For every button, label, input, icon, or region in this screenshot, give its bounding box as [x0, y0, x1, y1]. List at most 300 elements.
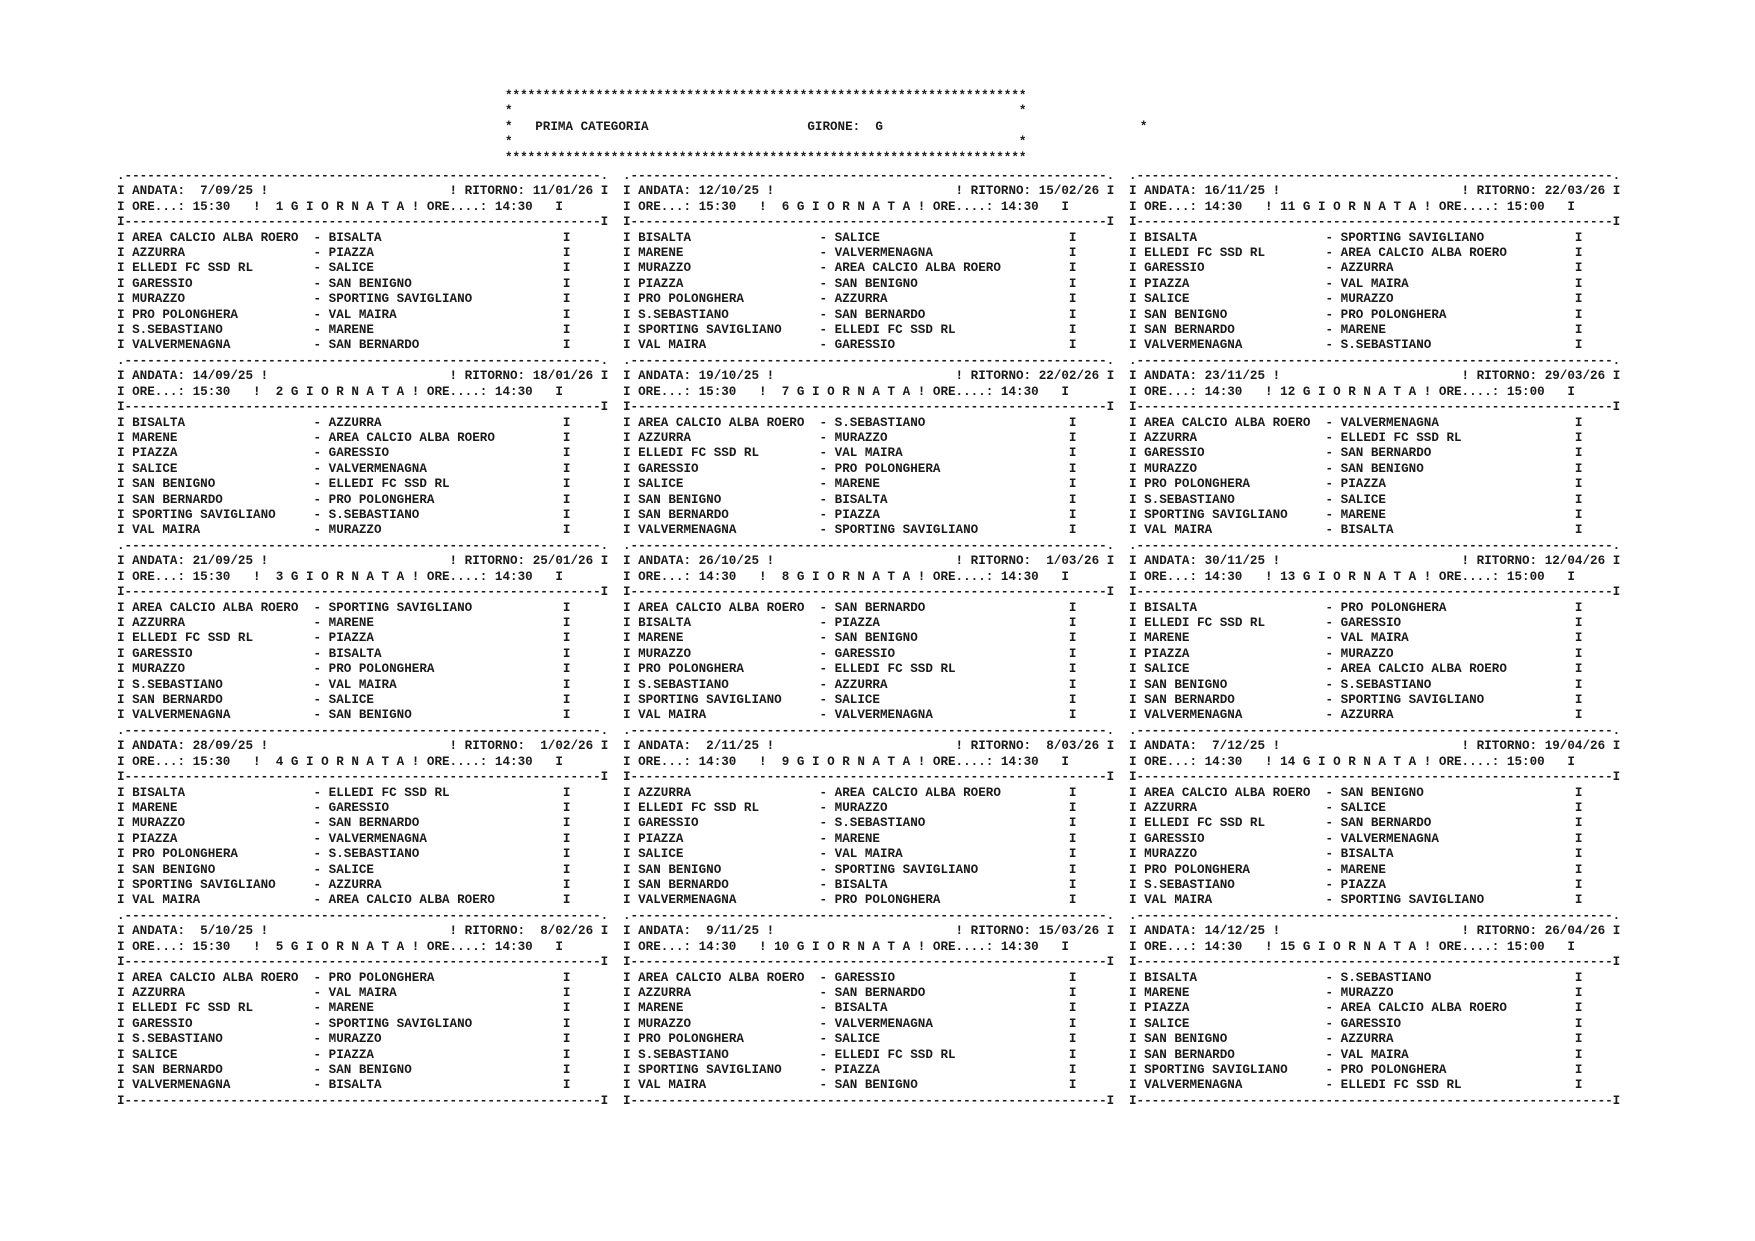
home-team: SAN BERNARDO	[132, 693, 306, 708]
away-team: BISALTA	[328, 646, 526, 661]
andata-date: 19/10/25	[698, 369, 760, 384]
away-team: SALICE	[1340, 801, 1538, 816]
away-team: SAN BENIGNO	[834, 1078, 1032, 1093]
match-row: I BISALTA - PRO POLONGHERA I	[1129, 600, 1583, 615]
away-team: S.SEBASTIANO	[328, 847, 526, 862]
match-row: I PIAZZA - VALVERMENAGNA I	[117, 831, 571, 846]
away-team: AZZURRA	[1340, 708, 1538, 723]
match-row: I S.SEBASTIANO - AZZURRA I	[623, 677, 1077, 692]
home-team: BISALTA	[132, 785, 306, 800]
giornata-block: .---------------------------------------------------------------. I ANDATA: 23/11/25 ! ! RITORNO: 29/03/26 I I ORE...: 14:30 ! 12 G I O R N A T A ! ORE....: 15:00 I I---------------------------------------------------------------I I AREA CALCIO ALBA ROERO - VALVERMENAGNA I I AZZURRA - ELLEDI FC SSD RL I I GARESSIO - SAN BERNARDO I I MURAZZO - SAN BENIGNO I I PRO POLONGHERA - PIAZZA I I S.SEBASTIANO - SALICE I I SPORTING SAVIGLIANO - MARENE I I VAL MAIRA - BISALTA I	[1129, 354, 1621, 538]
ore-ritorno: 14:30	[494, 754, 533, 769]
away-team: MARENE	[1340, 508, 1538, 523]
away-team: PRO POLONGHERA	[328, 970, 526, 985]
andata-date: 5/10/25	[192, 924, 254, 939]
away-team: SPORTING SAVIGLIANO	[328, 600, 526, 615]
home-team: GARESSIO	[132, 1016, 306, 1031]
match-row: I PRO POLONGHERA - PIAZZA I	[1129, 477, 1583, 492]
giornata-block: .---------------------------------------------------------------. I ANDATA: 2/11/25 ! ! RITORNO: 8/03/26 I I ORE...: 14:30 ! 9 G I O R N A T A ! ORE....: 14:30 I I---------------------------------------------------------------I I AZZURRA - AREA CALCIO ALBA ROERO I I ELLEDI FC SSD RL - MURAZZO I I GARESSIO - S.SEBASTIANO I I PIAZZA - MARENE I I SALICE - VAL MAIRA I I SAN BENIGNO - SPORTING SAVIGLIANO I I SAN BERNARDO - BISALTA I I VALVERMENAGNA - PRO POLONGHERA I	[623, 724, 1115, 908]
match-row: I PRO POLONGHERA - MARENE I	[1129, 862, 1583, 877]
home-team: PIAZZA	[132, 446, 306, 461]
match-row: I MARENE - GARESSIO I	[117, 801, 571, 816]
match-row: I AREA CALCIO ALBA ROERO - S.SEBASTIANO I	[623, 415, 1077, 430]
home-team: SALICE	[1144, 292, 1318, 307]
match-row: I SPORTING SAVIGLIANO - ELLEDI FC SSD RL I	[623, 323, 1077, 338]
home-team: ELLEDI FC SSD RL	[1144, 816, 1318, 831]
giornata-number: 13	[1280, 569, 1296, 584]
ore-andata: 15:30	[192, 754, 231, 769]
match-row: I SAN BERNARDO - SALICE I	[117, 693, 571, 708]
away-team: VALVERMENAGNA	[328, 461, 526, 476]
ore-andata: 14:30	[698, 569, 737, 584]
ritorno-date: 11/01/26	[532, 184, 594, 199]
home-team: MURAZZO	[132, 292, 306, 307]
ore-ritorno: 14:30	[1000, 939, 1039, 954]
giornata-number: 11	[1280, 199, 1296, 214]
home-team: GARESSIO	[1144, 446, 1318, 461]
away-team: MURAZZO	[834, 431, 1032, 446]
home-team: AZZURRA	[132, 246, 306, 261]
home-team: VALVERMENAGNA	[132, 708, 306, 723]
giornata-block: .---------------------------------------------------------------. I ANDATA: 28/09/25 ! ! RITORNO: 1/02/26 I I ORE...: 15:30 ! 4 G I O R N A T A ! ORE....: 14:30 I I---------------------------------------------------------------I I BISALTA - ELLEDI FC SSD RL I I MARENE - GARESSIO I I MURAZZO - SAN BERNARDO I I PIAZZA - VALVERMENAGNA I I PRO POLONGHERA - S.SEBASTIANO I I SAN BENIGNO - SALICE I I SPORTING SAVIGLIANO - AZZURRA I I VAL MAIRA - AREA CALCIO ALBA ROERO I	[117, 724, 609, 908]
match-row: I PRO POLONGHERA - S.SEBASTIANO I	[117, 847, 571, 862]
giornata-block: .---------------------------------------------------------------. I ANDATA: 7/12/25 ! ! RITORNO: 19/04/26 I I ORE...: 14:30 ! 14 G I O R N A T A ! ORE....: 15:00 I I---------------------------------------------------------------I I AREA CALCIO ALBA ROERO - SAN BENIGNO I I AZZURRA - SALICE I I ELLEDI FC SSD RL - SAN BERNARDO I I GARESSIO - VALVERMENAGNA I I MURAZZO - BISALTA I I PRO POLONGHERA - MARENE I I S.SEBASTIANO - PIAZZA I I VAL MAIRA - SPORTING SAVIGLIANO I	[1129, 724, 1621, 908]
home-team: PRO POLONGHERA	[1144, 862, 1318, 877]
girone-value: G	[875, 119, 883, 134]
giornata-block: .---------------------------------------------------------------. I ANDATA: 30/11/25 ! ! RITORNO: 12/04/26 I I ORE...: 14:30 ! 13 G I O R N A T A ! ORE....: 15:00 I I---------------------------------------------------------------I I BISALTA - PRO POLONGHERA I I ELLEDI FC SSD RL - GARESSIO I I MARENE - VAL MAIRA I I PIAZZA - MURAZZO I I SALICE - AREA CALCIO ALBA ROERO I I SAN BENIGNO - S.SEBASTIANO I I SAN BERNARDO - SPORTING SAVIGLIANO I I VALVERMENAGNA - AZZURRA I	[1129, 539, 1621, 723]
match-row: I MURAZZO - GARESSIO I	[623, 646, 1077, 661]
home-team: S.SEBASTIANO	[132, 1032, 306, 1047]
away-team: PIAZZA	[834, 616, 1032, 631]
home-team: S.SEBASTIANO	[638, 1047, 812, 1062]
away-team: PRO POLONGHERA	[834, 893, 1032, 908]
match-row: I SPORTING SAVIGLIANO - PRO POLONGHERA I	[1129, 1063, 1583, 1078]
away-team: VAL MAIRA	[834, 847, 1032, 862]
ore-ritorno: 14:30	[494, 199, 533, 214]
giornata-block: .---------------------------------------------------------------. I ANDATA: 5/10/25 ! ! RITORNO: 8/02/26 I I ORE...: 15:30 ! 5 G I O R N A T A ! ORE....: 14:30 I I---------------------------------------------------------------I I AREA CALCIO ALBA ROERO - PRO POLONGHERA I I AZZURRA - VAL MAIRA I I ELLEDI FC SSD RL - MARENE I I GARESSIO - SPORTING SAVIGLIANO I I S.SEBASTIANO - MURAZZO I I SALICE - PIAZZA I I SAN BERNARDO - SAN BENIGNO I I VALVERMENAGNA - BISALTA I I---------------------------------------------------------------I	[117, 909, 609, 1108]
ritorno-date: 1/02/26	[532, 739, 594, 754]
home-team: ELLEDI FC SSD RL	[638, 446, 812, 461]
home-team: AZZURRA	[1144, 431, 1318, 446]
match-row: I SALICE - VALVERMENAGNA I	[117, 461, 571, 476]
ore-ritorno: 15:00	[1506, 384, 1545, 399]
match-row: I SALICE - MURAZZO I	[1129, 292, 1583, 307]
away-team: BISALTA	[328, 1078, 526, 1093]
home-team: VAL MAIRA	[638, 708, 812, 723]
away-team: ELLEDI FC SSD RL	[834, 323, 1032, 338]
giornata-block: .---------------------------------------------------------------. I ANDATA: 9/11/25 ! ! RITORNO: 15/03/26 I I ORE...: 14:30 ! 10 G I O R N A T A ! ORE....: 14:30 I I---------------------------------------------------------------I I AREA CALCIO ALBA ROERO - GARESSIO I I AZZURRA - SAN BERNARDO I I MARENE - BISALTA I I MURAZZO - VALVERMENAGNA I I PRO POLONGHERA - SALICE I I S.SEBASTIANO - ELLEDI FC SSD RL I I SPORTING SAVIGLIANO - PIAZZA I I VAL MAIRA - SAN BENIGNO I I---------------------------------------------------------------I	[623, 909, 1115, 1108]
home-team: VAL MAIRA	[638, 1078, 812, 1093]
away-team: AZZURRA	[328, 878, 526, 893]
match-row: I MARENE - VAL MAIRA I	[1129, 631, 1583, 646]
home-team: SALICE	[1144, 1016, 1318, 1031]
away-team: ELLEDI FC SSD RL	[1340, 1078, 1538, 1093]
ore-andata: 15:30	[192, 569, 231, 584]
match-row: I AZZURRA - MURAZZO I	[623, 431, 1077, 446]
away-team: GARESSIO	[1340, 616, 1538, 631]
away-team: PRO POLONGHERA	[1340, 600, 1538, 615]
home-team: GARESSIO	[132, 646, 306, 661]
match-row: I AREA CALCIO ALBA ROERO - SAN BENIGNO I	[1129, 785, 1583, 800]
home-team: MARENE	[1144, 631, 1318, 646]
match-row: I SAN BERNARDO - BISALTA I	[623, 878, 1077, 893]
match-row: I SPORTING SAVIGLIANO - MARENE I	[1129, 508, 1583, 523]
home-team: SAN BENIGNO	[1144, 307, 1318, 322]
match-row: I S.SEBASTIANO - PIAZZA I	[1129, 878, 1583, 893]
ore-ritorno: 15:00	[1506, 569, 1545, 584]
away-team: SAN BERNARDO	[328, 338, 526, 353]
match-row: I SPORTING SAVIGLIANO - S.SEBASTIANO I	[117, 508, 571, 523]
match-row: I MARENE - AREA CALCIO ALBA ROERO I	[117, 431, 571, 446]
match-row: I S.SEBASTIANO - MARENE I	[117, 323, 571, 338]
match-row: I SAN BENIGNO - SPORTING SAVIGLIANO I	[623, 862, 1077, 877]
home-team: AZZURRA	[638, 431, 812, 446]
home-team: SPORTING SAVIGLIANO	[132, 508, 306, 523]
schedule-column-2	[623, 169, 1118, 1108]
andata-date: 14/12/25	[1204, 924, 1266, 939]
match-row: I VALVERMENAGNA - AZZURRA I	[1129, 708, 1583, 723]
away-team: GARESSIO	[834, 338, 1032, 353]
andata-date: 21/09/25	[192, 554, 254, 569]
match-row: I SALICE - GARESSIO I	[1129, 1016, 1583, 1031]
giornata-number: 15	[1280, 939, 1296, 954]
away-team: MURAZZO	[1340, 292, 1538, 307]
match-row: I GARESSIO - SAN BERNARDO I	[1129, 446, 1583, 461]
away-team: S.SEBASTIANO	[834, 816, 1032, 831]
giornata-block: .---------------------------------------------------------------. I ANDATA: 19/10/25 ! ! RITORNO: 22/02/26 I I ORE...: 15:30 ! 7 G I O R N A T A ! ORE....: 14:30 I I---------------------------------------------------------------I I AREA CALCIO ALBA ROERO - S.SEBASTIANO I I AZZURRA - MURAZZO I I ELLEDI FC SSD RL - VAL MAIRA I I GARESSIO - PRO POLONGHERA I I SALICE - MARENE I I SAN BENIGNO - BISALTA I I SAN BERNARDO - PIAZZA I I VALVERMENAGNA - SPORTING SAVIGLIANO I	[623, 354, 1115, 538]
match-row: I MARENE - MURAZZO I	[1129, 986, 1583, 1001]
home-team: GARESSIO	[638, 816, 812, 831]
andata-date: 28/09/25	[192, 739, 254, 754]
ore-andata: 15:30	[192, 939, 231, 954]
match-row: I VALVERMENAGNA - S.SEBASTIANO I	[1129, 338, 1583, 353]
away-team: BISALTA	[328, 230, 526, 245]
home-team: PRO POLONGHERA	[638, 662, 812, 677]
match-row: I PIAZZA - VAL MAIRA I	[1129, 276, 1583, 291]
match-row: I SAN BENIGNO - PRO POLONGHERA I	[1129, 307, 1583, 322]
away-team: SAN BERNARDO	[834, 986, 1032, 1001]
schedule-column-3	[1129, 169, 1624, 1108]
home-team: S.SEBASTIANO	[638, 677, 812, 692]
away-team: ELLEDI FC SSD RL	[834, 1047, 1032, 1062]
match-row: I VAL MAIRA - VALVERMENAGNA I	[623, 708, 1077, 723]
match-row: I SALICE - PIAZZA I	[117, 1047, 571, 1062]
ritorno-date: 8/02/26	[532, 924, 594, 939]
ore-ritorno: 14:30	[494, 939, 533, 954]
away-team: VAL MAIRA	[328, 986, 526, 1001]
match-row: I PIAZZA - MURAZZO I	[1129, 646, 1583, 661]
away-team: GARESSIO	[834, 646, 1032, 661]
away-team: ELLEDI FC SSD RL	[328, 785, 526, 800]
match-row: I AZZURRA - SALICE I	[1129, 801, 1583, 816]
away-team: VAL MAIRA	[328, 307, 526, 322]
home-team: AZZURRA	[132, 616, 306, 631]
ritorno-date: 1/03/26	[1038, 554, 1100, 569]
home-team: SPORTING SAVIGLIANO	[1144, 1063, 1318, 1078]
home-team: SAN BERNARDO	[132, 492, 306, 507]
home-team: VALVERMENAGNA	[1144, 1078, 1318, 1093]
away-team: VAL MAIRA	[1340, 1047, 1538, 1062]
away-team: BISALTA	[834, 878, 1032, 893]
ore-andata: 14:30	[1204, 754, 1243, 769]
home-team: MURAZZO	[1144, 847, 1318, 862]
home-team: ELLEDI FC SSD RL	[638, 801, 812, 816]
home-team: MURAZZO	[638, 261, 812, 276]
ritorno-date: 19/04/26	[1544, 739, 1606, 754]
giornata-number: 10	[774, 939, 790, 954]
away-team: SALICE	[328, 862, 526, 877]
giornata-block: .---------------------------------------------------------------. I ANDATA: 12/10/25 ! ! RITORNO: 15/02/26 I I ORE...: 15:30 ! 6 G I O R N A T A ! ORE....: 14:30 I I---------------------------------------------------------------I I BISALTA - SALICE I I MARENE - VALVERMENAGNA I I MURAZZO - AREA CALCIO ALBA ROERO I I PIAZZA - SAN BENIGNO I I PRO POLONGHERA - AZZURRA I I S.SEBASTIANO - SAN BERNARDO I I SPORTING SAVIGLIANO - ELLEDI FC SSD RL I I VAL MAIRA - GARESSIO I	[623, 169, 1115, 353]
match-row: I SAN BERNARDO - PIAZZA I	[623, 508, 1077, 523]
away-team: MARENE	[834, 831, 1032, 846]
andata-date: 2/11/25	[698, 739, 760, 754]
ore-ritorno: 15:00	[1506, 939, 1545, 954]
match-row: I SAN BERNARDO - PRO POLONGHERA I	[117, 492, 571, 507]
andata-date: 7/12/25	[1204, 739, 1266, 754]
home-team: VALVERMENAGNA	[132, 1078, 306, 1093]
match-row: I S.SEBASTIANO - SAN BERNARDO I	[623, 307, 1077, 322]
match-row: I AZZURRA - AREA CALCIO ALBA ROERO I	[623, 785, 1077, 800]
away-team: PRO POLONGHERA	[328, 662, 526, 677]
match-row: I ELLEDI FC SSD RL - MURAZZO I	[623, 801, 1077, 816]
home-team: BISALTA	[638, 230, 812, 245]
giornata-number: 8	[774, 569, 790, 584]
match-row: I AREA CALCIO ALBA ROERO - BISALTA I	[117, 230, 571, 245]
away-team: SAN BERNARDO	[1340, 446, 1538, 461]
giornata-block: .---------------------------------------------------------------. I ANDATA: 14/09/25 ! ! RITORNO: 18/01/26 I I ORE...: 15:30 ! 2 G I O R N A T A ! ORE....: 14:30 I I---------------------------------------------------------------I I BISALTA - AZZURRA I I MARENE - AREA CALCIO ALBA ROERO I I PIAZZA - GARESSIO I I SALICE - VALVERMENAGNA I I SAN BENIGNO - ELLEDI FC SSD RL I I SAN BERNARDO - PRO POLONGHERA I I SPORTING SAVIGLIANO - S.SEBASTIANO I I VAL MAIRA - MURAZZO I	[117, 354, 609, 538]
ore-ritorno: 14:30	[494, 569, 533, 584]
away-team: MARENE	[1340, 323, 1538, 338]
match-row: I VALVERMENAGNA - SAN BENIGNO I	[117, 708, 571, 723]
away-team: SPORTING SAVIGLIANO	[1340, 893, 1538, 908]
home-team: AREA CALCIO ALBA ROERO	[638, 600, 812, 615]
away-team: SALICE	[834, 693, 1032, 708]
away-team: SPORTING SAVIGLIANO	[834, 862, 1032, 877]
home-team: GARESSIO	[1144, 261, 1318, 276]
away-team: BISALTA	[834, 1001, 1032, 1016]
match-row: I AZZURRA - ELLEDI FC SSD RL I	[1129, 431, 1583, 446]
match-row: I PRO POLONGHERA - SALICE I	[623, 1032, 1077, 1047]
away-team: SAN BERNARDO	[328, 816, 526, 831]
away-team: SPORTING SAVIGLIANO	[328, 292, 526, 307]
andata-date: 26/10/25	[698, 554, 760, 569]
ore-ritorno: 15:00	[1506, 754, 1545, 769]
away-team: SAN BENIGNO	[1340, 461, 1538, 476]
home-team: SAN BENIGNO	[132, 477, 306, 492]
away-team: SAN BENIGNO	[834, 631, 1032, 646]
away-team: SAN BENIGNO	[1340, 785, 1538, 800]
match-row: I AREA CALCIO ALBA ROERO - SPORTING SAVIGLIANO I	[117, 600, 571, 615]
away-team: MARENE	[328, 1001, 526, 1016]
ore-ritorno: 14:30	[1000, 569, 1039, 584]
away-team: VALVERMENAGNA	[834, 1016, 1032, 1031]
home-team: SALICE	[638, 477, 812, 492]
away-team: VALVERMENAGNA	[1340, 415, 1538, 430]
home-team: SPORTING SAVIGLIANO	[638, 1063, 812, 1078]
match-row: I PRO POLONGHERA - VAL MAIRA I	[117, 307, 571, 322]
giornata-number: 1	[268, 199, 284, 214]
match-row: I SALICE - AREA CALCIO ALBA ROERO I	[1129, 662, 1583, 677]
home-team: AREA CALCIO ALBA ROERO	[1144, 415, 1318, 430]
home-team: VALVERMENAGNA	[638, 523, 812, 538]
home-team: BISALTA	[638, 616, 812, 631]
away-team: PRO POLONGHERA	[1340, 1063, 1538, 1078]
ore-ritorno: 14:30	[1000, 199, 1039, 214]
home-team: MARENE	[638, 631, 812, 646]
match-row: I BISALTA - SPORTING SAVIGLIANO I	[1129, 230, 1583, 245]
away-team: AREA CALCIO ALBA ROERO	[1340, 1001, 1538, 1016]
match-row: I S.SEBASTIANO - ELLEDI FC SSD RL I	[623, 1047, 1077, 1062]
match-row: I S.SEBASTIANO - SALICE I	[1129, 492, 1583, 507]
home-team: SAN BERNARDO	[638, 878, 812, 893]
ore-andata: 15:30	[192, 199, 231, 214]
match-row: I GARESSIO - AZZURRA I	[1129, 261, 1583, 276]
match-row: I SALICE - MARENE I	[623, 477, 1077, 492]
home-team: PIAZZA	[1144, 276, 1318, 291]
giornata-block: .---------------------------------------------------------------. I ANDATA: 16/11/25 ! ! RITORNO: 22/03/26 I I ORE...: 14:30 ! 11 G I O R N A T A ! ORE....: 15:00 I I---------------------------------------------------------------I I BISALTA - SPORTING SAVIGLIANO I I ELLEDI FC SSD RL - AREA CALCIO ALBA ROERO I I GARESSIO - AZZURRA I I PIAZZA - VAL MAIRA I I SALICE - MURAZZO I I SAN BENIGNO - PRO POLONGHERA I I SAN BERNARDO - MARENE I I VALVERMENAGNA - S.SEBASTIANO I	[1129, 169, 1621, 353]
home-team: BISALTA	[1144, 600, 1318, 615]
giornata-number: 12	[1280, 384, 1296, 399]
ritorno-date: 15/03/26	[1038, 924, 1100, 939]
match-row: I VALVERMENAGNA - SAN BERNARDO I	[117, 338, 571, 353]
home-team: AREA CALCIO ALBA ROERO	[638, 970, 812, 985]
home-team: SAN BENIGNO	[132, 862, 306, 877]
home-team: VALVERMENAGNA	[638, 893, 812, 908]
away-team: BISALTA	[1340, 847, 1538, 862]
away-team: SALICE	[328, 261, 526, 276]
match-row: I VAL MAIRA - GARESSIO I	[623, 338, 1077, 353]
match-row: I AREA CALCIO ALBA ROERO - VALVERMENAGNA I	[1129, 415, 1583, 430]
home-team: ELLEDI FC SSD RL	[132, 1001, 306, 1016]
ore-andata: 15:30	[698, 199, 737, 214]
home-team: VAL MAIRA	[1144, 523, 1318, 538]
match-row: I VAL MAIRA - SPORTING SAVIGLIANO I	[1129, 893, 1583, 908]
home-team: PRO POLONGHERA	[1144, 477, 1318, 492]
away-team: PIAZZA	[834, 508, 1032, 523]
match-row: I MURAZZO - SAN BERNARDO I	[117, 816, 571, 831]
home-team: MARENE	[638, 1001, 812, 1016]
away-team: S.SEBASTIANO	[328, 508, 526, 523]
home-team: S.SEBASTIANO	[1144, 492, 1318, 507]
ore-andata: 15:30	[698, 384, 737, 399]
away-team: ELLEDI FC SSD RL	[328, 477, 526, 492]
match-row: I GARESSIO - PRO POLONGHERA I	[623, 461, 1077, 476]
match-row: I GARESSIO - SAN BENIGNO I	[117, 276, 571, 291]
home-team: MURAZZO	[638, 1016, 812, 1031]
match-row: I BISALTA - ELLEDI FC SSD RL I	[117, 785, 571, 800]
ritorno-date: 22/03/26	[1544, 184, 1606, 199]
home-team: MURAZZO	[1144, 461, 1318, 476]
match-row: I BISALTA - AZZURRA I	[117, 415, 571, 430]
away-team: MURAZZO	[834, 801, 1032, 816]
match-row: I PIAZZA - MARENE I	[623, 831, 1077, 846]
home-team: ELLEDI FC SSD RL	[1144, 616, 1318, 631]
away-team: PRO POLONGHERA	[834, 461, 1032, 476]
away-team: AREA CALCIO ALBA ROERO	[328, 431, 526, 446]
home-team: BISALTA	[1144, 230, 1318, 245]
match-row: I GARESSIO - SPORTING SAVIGLIANO I	[117, 1016, 571, 1031]
away-team: VAL MAIRA	[328, 677, 526, 692]
home-team: SAN BENIGNO	[638, 862, 812, 877]
giornata-number: 7	[774, 384, 790, 399]
away-team: PIAZZA	[328, 246, 526, 261]
match-row: I VALVERMENAGNA - ELLEDI FC SSD RL I	[1129, 1078, 1583, 1093]
home-team: MARENE	[132, 431, 306, 446]
home-team: AREA CALCIO ALBA ROERO	[1144, 785, 1318, 800]
home-team: AZZURRA	[638, 986, 812, 1001]
away-team: S.SEBASTIANO	[1340, 338, 1538, 353]
away-team: MARENE	[328, 323, 526, 338]
match-row: I MARENE - VALVERMENAGNA I	[623, 246, 1077, 261]
match-row: I MARENE - SAN BENIGNO I	[623, 631, 1077, 646]
ritorno-date: 15/02/26	[1038, 184, 1100, 199]
ore-andata: 14:30	[698, 939, 737, 954]
match-row: I PIAZZA - GARESSIO I	[117, 446, 571, 461]
match-row: I AREA CALCIO ALBA ROERO - SAN BERNARDO I	[623, 600, 1077, 615]
away-team: GARESSIO	[834, 970, 1032, 985]
home-team: AREA CALCIO ALBA ROERO	[132, 600, 306, 615]
home-team: MARENE	[132, 801, 306, 816]
girone-label: GIRONE:	[807, 119, 861, 134]
match-row: I BISALTA - S.SEBASTIANO I	[1129, 970, 1583, 985]
match-row: I S.SEBASTIANO - MURAZZO I	[117, 1032, 571, 1047]
match-row: I SAN BENIGNO - ELLEDI FC SSD RL I	[117, 477, 571, 492]
away-team: AREA CALCIO ALBA ROERO	[834, 261, 1032, 276]
away-team: AZZURRA	[328, 415, 526, 430]
match-row: I SAN BERNARDO - SPORTING SAVIGLIANO I	[1129, 693, 1583, 708]
match-row: I SAN BERNARDO - SAN BENIGNO I	[117, 1063, 571, 1078]
away-team: SPORTING SAVIGLIANO	[328, 1016, 526, 1031]
away-team: ELLEDI FC SSD RL	[834, 662, 1032, 677]
away-team: MARENE	[328, 616, 526, 631]
home-team: AZZURRA	[132, 986, 306, 1001]
away-team: VALVERMENAGNA	[834, 708, 1032, 723]
match-row: I VAL MAIRA - AREA CALCIO ALBA ROERO I	[117, 893, 571, 908]
home-team: ELLEDI FC SSD RL	[132, 261, 306, 276]
andata-date: 16/11/25	[1204, 184, 1266, 199]
ore-ritorno: 14:30	[1000, 384, 1039, 399]
match-row: I SPORTING SAVIGLIANO - AZZURRA I	[117, 878, 571, 893]
away-team: MURAZZO	[1340, 646, 1538, 661]
match-row: I PIAZZA - AREA CALCIO ALBA ROERO I	[1129, 1001, 1583, 1016]
match-row: I AREA CALCIO ALBA ROERO - GARESSIO I	[623, 970, 1077, 985]
home-team: S.SEBASTIANO	[638, 307, 812, 322]
ritorno-date: 29/03/26	[1544, 369, 1606, 384]
match-row: I ELLEDI FC SSD RL - PIAZZA I	[117, 631, 571, 646]
andata-date: 9/11/25	[698, 924, 760, 939]
away-team: SALICE	[834, 230, 1032, 245]
home-team: SALICE	[1144, 662, 1318, 677]
home-team: SAN BENIGNO	[1144, 1032, 1318, 1047]
match-row: I S.SEBASTIANO - VAL MAIRA I	[117, 677, 571, 692]
away-team: GARESSIO	[1340, 1016, 1538, 1031]
home-team: SPORTING SAVIGLIANO	[1144, 508, 1318, 523]
match-row: I ELLEDI FC SSD RL - SAN BERNARDO I	[1129, 816, 1583, 831]
away-team: AREA CALCIO ALBA ROERO	[328, 893, 526, 908]
away-team: PIAZZA	[328, 1047, 526, 1062]
match-row: I GARESSIO - BISALTA I	[117, 646, 571, 661]
match-row: I GARESSIO - VALVERMENAGNA I	[1129, 831, 1583, 846]
match-row: I ELLEDI FC SSD RL - AREA CALCIO ALBA ROERO I	[1129, 246, 1583, 261]
away-team: SAN BERNARDO	[834, 307, 1032, 322]
match-row: I AZZURRA - SAN BERNARDO I	[623, 986, 1077, 1001]
match-row: I AZZURRA - VAL MAIRA I	[117, 986, 571, 1001]
home-team: ELLEDI FC SSD RL	[1144, 246, 1318, 261]
home-team: SPORTING SAVIGLIANO	[132, 878, 306, 893]
away-team: VAL MAIRA	[1340, 631, 1538, 646]
giornata-block: .---------------------------------------------------------------. I ANDATA: 26/10/25 ! ! RITORNO: 1/03/26 I I ORE...: 14:30 ! 8 G I O R N A T A ! ORE....: 14:30 I I---------------------------------------------------------------I I AREA CALCIO ALBA ROERO - SAN BERNARDO I I BISALTA - PIAZZA I I MARENE - SAN BENIGNO I I MURAZZO - GARESSIO I I PRO POLONGHERA - ELLEDI FC SSD RL I I S.SEBASTIANO - AZZURRA I I SPORTING SAVIGLIANO - SALICE I I VAL MAIRA - VALVERMENAGNA I	[623, 539, 1115, 723]
home-team: MARENE	[1144, 986, 1318, 1001]
